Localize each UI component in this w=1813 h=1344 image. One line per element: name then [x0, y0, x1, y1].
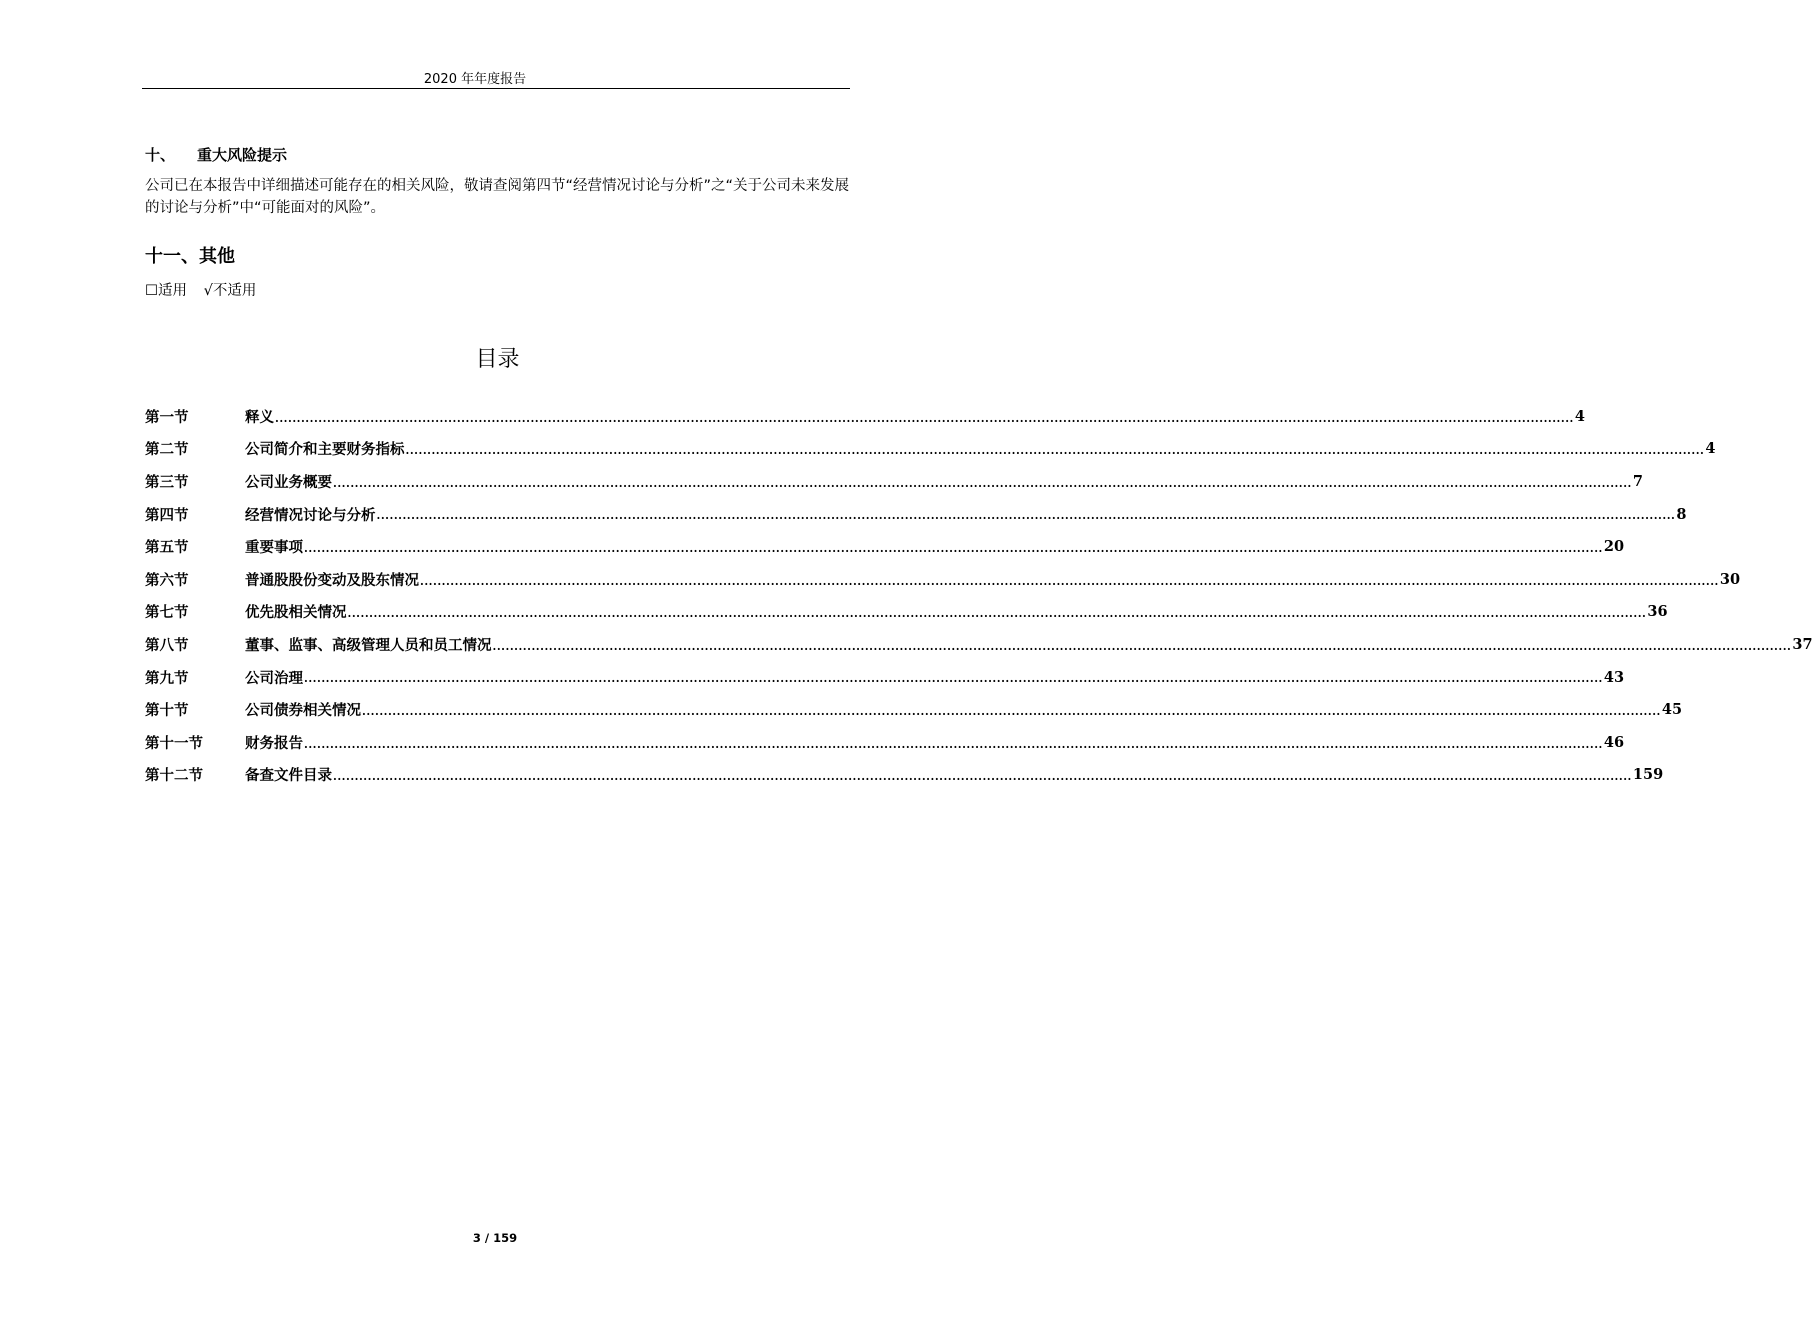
toc-title: 目录 — [475, 347, 520, 372]
toc-page-number: 46 — [1603, 733, 1625, 751]
toc-leader-dots: ............................................................................................................................................................................................................................................................................................................ — [362, 704, 1661, 718]
toc-entry[interactable] — [145, 563, 1741, 596]
toc-leader-dots: ............................................................................................................................................................................................................................................................................................................ — [420, 574, 1719, 588]
toc-section-name: 释义 — [245, 409, 274, 426]
toc-page-number: 37 — [1792, 635, 1813, 653]
toc-section-name: 公司业务概要 — [245, 474, 332, 491]
toc-entry[interactable] — [145, 759, 1664, 792]
toc-leader-dots: ............................................................................................................................................................................................................................................................................................................ — [492, 639, 1792, 653]
toc-page-number: 7 — [1632, 472, 1643, 490]
toc-section-name: 公司债券相关情况 — [245, 703, 361, 720]
section-number: 十、 — [145, 146, 176, 164]
toc-page-number: 30 — [1719, 570, 1741, 588]
toc-section-number: 第二节 — [145, 442, 189, 459]
option-not-applicable: √不适用 — [203, 283, 257, 299]
toc-section-name: 董事、监事、高级管理人员和员工情况 — [245, 637, 492, 654]
section-heading-risk — [145, 144, 287, 165]
toc-page-number: 159 — [1632, 766, 1664, 784]
page-indicator: 3 / 159 — [472, 1231, 518, 1245]
toc-entry[interactable] — [145, 530, 1625, 563]
toc-entry[interactable] — [145, 628, 1813, 661]
toc-leader-dots: ............................................................................................................................................................................................................................................................................................................ — [275, 411, 1574, 425]
running-header: 2020 年年度报告 — [423, 72, 527, 87]
toc-section-number: 第五节 — [145, 540, 189, 557]
toc-section-name: 公司治理 — [245, 670, 303, 687]
toc-section-number: 第六节 — [145, 572, 189, 589]
toc-page-number: 43 — [1603, 668, 1625, 686]
toc-section-name: 财务报告 — [245, 735, 303, 752]
toc-section-number: 第三节 — [145, 474, 189, 491]
toc-section-number: 第十节 — [145, 703, 189, 720]
toc-entry[interactable] — [145, 433, 1716, 466]
risk-paragraph: 公司已在本报告中详细描述可能存在的相关风险，敬请查阅第四节“经营情况讨论与分析”之“关于公司未来发展的讨论与分析”中“可能面对的风险”。 — [145, 178, 850, 216]
toc-section-name: 普通股股份变动及股东情况 — [245, 572, 419, 589]
toc-entry[interactable] — [145, 498, 1687, 531]
toc-section-number: 第八节 — [145, 637, 189, 654]
toc-leader-dots: ............................................................................................................................................................................................................................................................................................................ — [376, 509, 1676, 523]
table-of-contents — [145, 400, 1813, 791]
toc-leader-dots: ............................................................................................................................................................................................................................................................................................................ — [347, 607, 1647, 621]
toc-section-number: 第十一节 — [145, 735, 203, 752]
toc-leader-dots: ............................................................................................................................................................................................................................................................................................................ — [304, 541, 1603, 555]
toc-section-number: 第四节 — [145, 507, 189, 524]
toc-entry[interactable] — [145, 726, 1625, 759]
toc-leader-dots: ............................................................................................................................................................................................................................................................................................................ — [304, 737, 1603, 751]
toc-page-number: 20 — [1603, 538, 1625, 556]
toc-section-name: 备查文件目录 — [245, 768, 332, 785]
section-title: 重大风险提示 — [197, 146, 288, 164]
toc-entry[interactable] — [145, 661, 1625, 694]
toc-section-name: 优先股相关情况 — [245, 605, 347, 622]
toc-leader-dots: ............................................................................................................................................................................................................................................................................................................ — [333, 770, 1632, 784]
toc-entry[interactable] — [145, 693, 1683, 726]
toc-leader-dots: ............................................................................................................................................................................................................................................................................................................ — [405, 444, 1705, 458]
toc-entry[interactable] — [145, 465, 1643, 498]
applicability-options — [145, 279, 256, 300]
header-divider — [142, 88, 850, 89]
section-heading-other: 十一、其他 — [145, 246, 235, 267]
toc-page-number: 36 — [1647, 603, 1668, 621]
toc-entry[interactable] — [145, 400, 1585, 433]
toc-page-number: 4 — [1705, 440, 1716, 458]
toc-section-name: 公司简介和主要财务指标 — [245, 442, 405, 459]
toc-section-number: 第一节 — [145, 409, 189, 426]
toc-page-number: 8 — [1676, 505, 1687, 523]
toc-section-number: 第十二节 — [145, 768, 203, 785]
toc-section-number: 第七节 — [145, 605, 189, 622]
toc-leader-dots: ............................................................................................................................................................................................................................................................................................................ — [304, 672, 1603, 686]
toc-page-number: 4 — [1574, 407, 1585, 425]
toc-entry[interactable] — [145, 596, 1668, 629]
toc-section-name: 经营情况讨论与分析 — [245, 507, 376, 524]
toc-section-number: 第九节 — [145, 670, 189, 687]
toc-page-number: 45 — [1661, 701, 1683, 719]
option-applicable: ☐适用 — [145, 283, 187, 299]
toc-leader-dots: ............................................................................................................................................................................................................................................................................................................ — [333, 476, 1632, 490]
toc-section-name: 重要事项 — [245, 540, 303, 557]
